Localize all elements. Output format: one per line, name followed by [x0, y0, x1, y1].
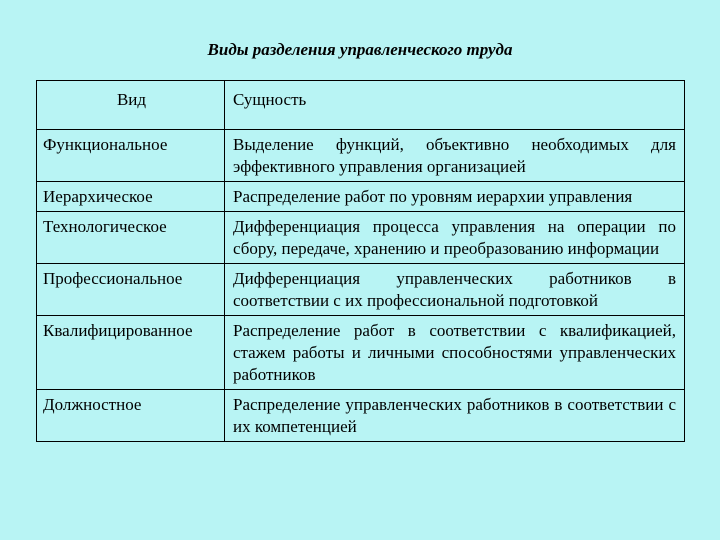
column-header-kind: Вид [37, 81, 225, 130]
table-row [37, 212, 685, 264]
kind-cell: Квалифицированное [37, 316, 225, 390]
kind-cell: Функциональное [37, 130, 225, 182]
essence-cell: Распределение управленческих работников в соответствии с их компетенцией [225, 390, 685, 442]
essence-cell: Выделение функций, объективно необходимых для эффективного управления организацией [225, 130, 685, 182]
table-header-row [37, 81, 685, 130]
kind-cell: Иерархическое [37, 182, 225, 212]
table-row [37, 130, 685, 182]
essence-cell: Дифференциация управленческих работников в соответствии с их профессиональной подготовкой [225, 264, 685, 316]
kind-cell: Технологическое [37, 212, 225, 264]
division-types-table [36, 80, 685, 442]
kind-cell: Должностное [37, 390, 225, 442]
essence-cell: Распределение работ в соответствии с квалификацией, стажем работы и личными способностями управленческих работников [225, 316, 685, 390]
page-title: Виды разделения управленческого труда [207, 40, 513, 59]
table-row [37, 316, 685, 390]
essence-cell: Распределение работ по уровням иерархии управления [225, 182, 685, 212]
table-row [37, 390, 685, 442]
essence-cell: Дифференциация процесса управления на операции по сбору, передаче, хранению и преобразованию информации [225, 212, 685, 264]
table-row [37, 264, 685, 316]
table-row [37, 182, 685, 212]
column-header-essence: Сущность [225, 81, 685, 130]
kind-cell: Профессиональное [37, 264, 225, 316]
